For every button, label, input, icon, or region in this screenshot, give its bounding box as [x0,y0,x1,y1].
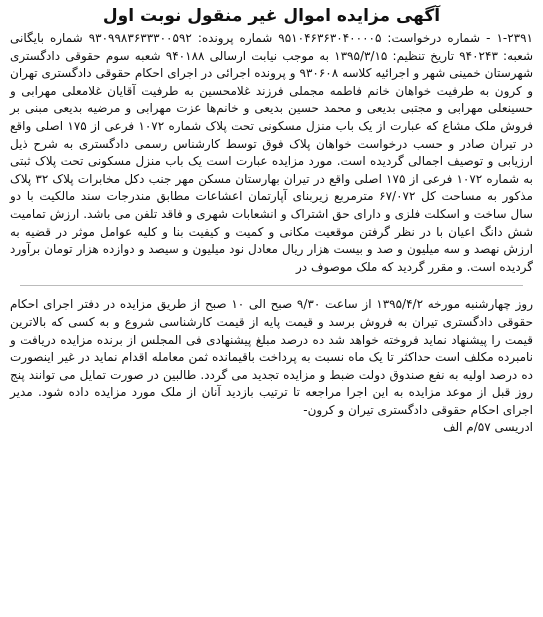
auction-notice [6,4,537,613]
notice-paragraph-1: ۱-۲۳۹۱ - شماره درخواست: ۹۵۱۰۴۶۳۶۳۰۴۰۰۰۰۵ شماره پرونده: ۹۳۰۹۹۸۳۶۳۳۳۰۰۵۹۲ شماره بایگانی شعبه: ۹۴۰۲۴۳ تاریخ تنظیم: ۱۳۹۵/۳/۱۵ به موجب نیابت ارسالی ۹۴۰۱۸۸ شعبه سوم حقوقی دادگستری شهرستان خمینی شهر و اجرائیه کلاسه ۹۳۰۶۰۸ و پرونده اجرائی در اجرای احکام حقوقی دادگستری تهران و کرون به طرفیت خواهان خانم فاطمه مجملی فرزند غلامحسین به طرفیت آقایان غلامعلی مهرابی و حسینعلی مهرابی و مجتبی بدیعی و محمد حسین بدیعی و خانم‌ها عزت مهرابی و مرضیه بدیعی مبنی بر فروش ملک مشاع که عبارت از یک باب منزل مسکونی تحت پلاک شماره ۱۰۷۲ فرعی از ۱۷۵ اصلی واقع در تیران صادر و حسب درخواست خواهان پلاک فوق توسط کارشناس رسمی دادگستری به شرح ذیل ارزیابی و توصیف اجمالی گردیده است. مورد مزایده عبارت است یک باب منزل مسکونی تحت پلاک ثبتی به شماره ۱۰۷۲ فرعی از ۱۷۵ اصلی واقع در تیران بهارستان مسکن مهر جنب دکل مخابرات پلاک ۳۲ پلاک مذکور به مساحت کل ۶۷/۰۷۲ مترمربع زیربنای آپارتمان اعشاعات مطابق مندرجات سند مالکیت با دو سال ساخت و اسکلت فلزی و دارای حق اشتراک و انشعابات شهری و فاقد تلفن می باشد. ارزش تمامیت شش دانگ اعیان با در نظر گرفتن موقعیت مکانی و کمیت و کیفیت بنا و کلیه عوامل موثر در قضیه به ارزش نهصد و سه میلیون و صد و بیست هزار ریال معادل نود میلیون و سیصد و دوازده هزار تومان برآورد گردیده است. و مقرر گردید که ملک موصوف در [10,31,534,274]
notice-title: آگهی مزایده اموال غیر منقول نوبت اول [102,6,441,26]
notice-signature: ادریسی ۵۷/م الف [443,420,533,435]
notice-paragraph-2: روز چهارشنبه مورخه ۱۳۹۵/۴/۲ از ساعت ۹/۳۰ صبح الی ۱۰ صبح از طریق مزایده در دفتر اجرای احکام حقوقی دادگستری تیران به فروش برسد و قیمت پایه از قیمت کارشناسی شروع و به کسی که بالاترین قیمت را پیشنهاد نماید فروخته خواهد شد ده درصد مبلغ پیشنهادی فی المجلس از برنده مزایده دریافت و نامبرده مکلف است حداکثر تا یک ماه نسبت به پرداخت باقیمانده ثمن معامله اقدام نماید در غیر اینصورت ده درصد اولیه به نفع صندوق دولت ضبط و مزایده تجدید می گردد. طالبین در صورت تمایل می توانند پنج روز قبل از موعد مزایده به این اجرا مراجعه تا ترتیب بازدید آنان از ملک مورد مزایده داده شود. مدیر اجرای احکام حقوقی دادگستری تیران و کرون- [10,297,533,417]
watermark-divider [10,278,533,292]
